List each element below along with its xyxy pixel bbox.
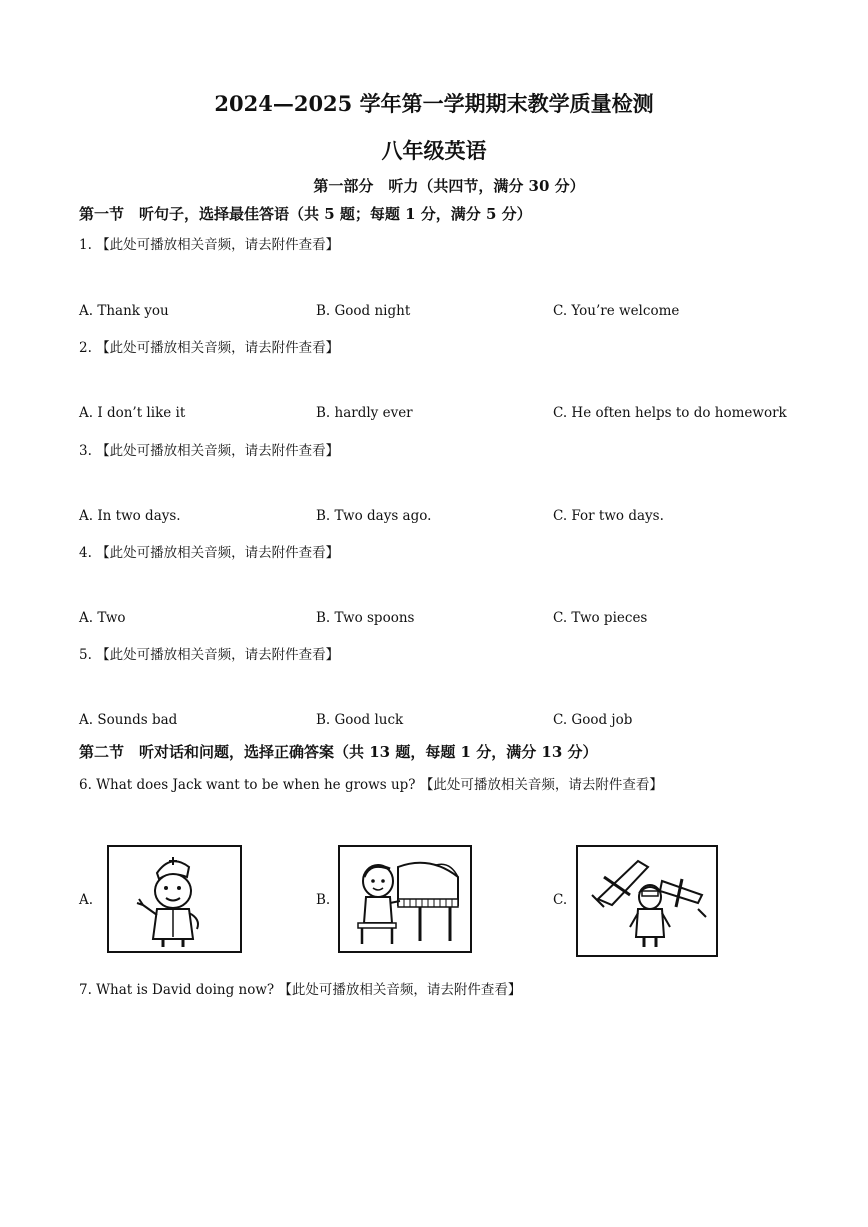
option-c: C. Good job <box>553 712 633 728</box>
option-b: B. Two days ago. <box>316 508 432 524</box>
picture-label-a: A. <box>79 892 94 908</box>
picture-label-b: B. <box>316 892 331 908</box>
question-stem: 3. 【此处可播放相关音频，请去附件查看】 <box>79 443 340 459</box>
option-a: A. Sounds bad <box>79 712 178 728</box>
option-a: A. I don’t like it <box>79 405 186 421</box>
doctor-picture[interactable] <box>107 845 242 953</box>
part-heading: 第一部分 听力（共四节，满分 30 分） <box>313 177 585 195</box>
section-heading-1: 第一节 听句子，选择最佳答语（共 5 题；每题 1 分，满分 5 分） <box>79 205 532 223</box>
question-stem: 6. What does Jack want to be when he grows up? 【此处可播放相关音频，请去附件查看】 <box>79 777 663 793</box>
option-a: A. Thank you <box>79 303 169 319</box>
option-b: B. Good night <box>316 303 411 319</box>
picture-label-c: C. <box>553 892 568 908</box>
section-heading-2: 第二节 听对话和问题，选择正确答案（共 13 题，每题 1 分，满分 13 分） <box>79 743 598 761</box>
option-b: B. Good luck <box>316 712 404 728</box>
question-stem: 5. 【此处可播放相关音频，请去附件查看】 <box>79 647 340 663</box>
page-title: 2024—2025 学年第一学期期末教学质量检测 <box>214 91 654 116</box>
option-a: A. In two days. <box>79 508 181 524</box>
option-c: C. He often helps to do homework <box>553 405 787 421</box>
option-c: C. Two pieces <box>553 610 648 626</box>
option-c: C. For two days. <box>553 508 664 524</box>
option-a: A. Two <box>79 610 126 626</box>
option-c: C. You’re welcome <box>553 303 680 319</box>
page-subtitle: 八年级英语 <box>381 138 487 163</box>
question-stem: 1. 【此处可播放相关音频，请去附件查看】 <box>79 237 340 253</box>
pilot-picture[interactable] <box>576 845 718 957</box>
question-stem: 7. What is David doing now? 【此处可播放相关音频，请去附件查看】 <box>79 982 522 998</box>
option-b: B. hardly ever <box>316 405 413 421</box>
option-b: B. Two spoons <box>316 610 415 626</box>
pianist-picture[interactable] <box>338 845 472 953</box>
question-stem: 2. 【此处可播放相关音频，请去附件查看】 <box>79 340 340 356</box>
question-stem: 4. 【此处可播放相关音频，请去附件查看】 <box>79 545 340 561</box>
